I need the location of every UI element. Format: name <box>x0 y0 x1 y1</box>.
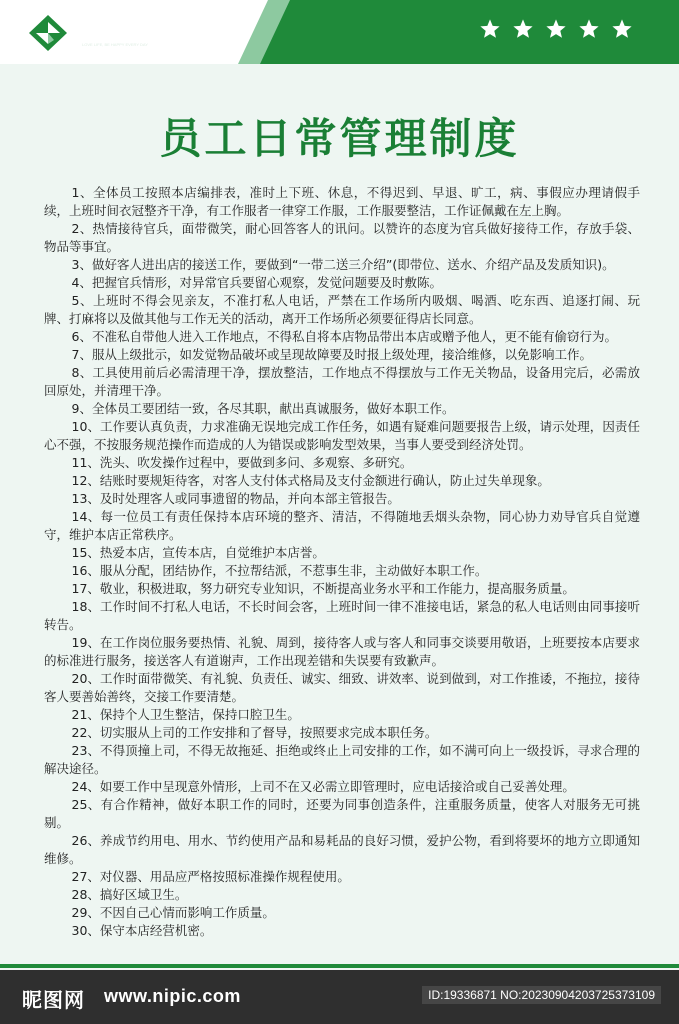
star-rating <box>479 18 633 40</box>
logo-icon <box>28 14 68 52</box>
rule-item: 23、不得顶撞上司，不得无故拖延、拒绝或终止上司安排的工作，如不满可向上一级投诉，寻求合理的解决途径。 <box>44 743 640 776</box>
star-icon <box>545 18 567 40</box>
rule-item: 28、搞好区域卫生。 <box>71 887 188 902</box>
site-logo: 昵图网 <box>22 988 85 1012</box>
rule-item: 25、有合作精神，做好本职工作的同时，还要为同事创造条件，注重服务质量，使客人对服务无可挑剔。 <box>44 797 640 830</box>
rule-item: 26、养成节约用电、用水、节约使用产品和易耗品的良好习惯，爱护公物，看到将要坏的地方立即通知维修。 <box>44 833 640 866</box>
rules-list <box>44 184 640 940</box>
header-band <box>0 0 679 64</box>
rule-item: 11、洗头、吹发操作过程中，要做到多问、多观察、多研究。 <box>71 455 413 470</box>
rule-item: 9、全体员工要团结一致，各尽其职，献出真诚服务，做好本职工作。 <box>71 401 455 416</box>
star-icon <box>512 18 534 40</box>
image-id-label: ID:19336871 NO:20230904203725373109 <box>422 986 661 1004</box>
rule-item: 13、及时处理客人或同事遗留的物品，并向本部主管报告。 <box>71 491 400 506</box>
rule-item: 18、工作时间不打私人电话，不长时间会客，上班时间一律不准接电话，紧急的私人电话则由同事接听转告。 <box>44 599 640 632</box>
rule-item: 2、热情接待官兵，面带微笑，耐心回答客人的讯问。以赞许的态度为官兵做好接待工作，存放手袋、物品等事宜。 <box>44 221 640 254</box>
logo-subtitle: SO-AND-SO COMPANY <box>82 34 153 40</box>
rule-item: 21、保持个人卫生整洁，保持口腔卫生。 <box>71 707 300 722</box>
rule-item: 17、敬业，积极进取，努力研究专业知识，不断提高业务水平和工作能力，提高服务质量。 <box>71 581 575 596</box>
rule-item: 24、如要工作中呈现意外情形，上司不在又必需立即管理时，应电话接洽或自己妥善处理。 <box>71 779 575 794</box>
rule-item: 6、不准私自带他人进入工作地点，不得私自将本店物品带出本店或赠予他人，更不能有偷窃行为。 <box>71 329 617 344</box>
star-icon <box>479 18 501 40</box>
rule-item: 16、服从分配，团结协作，不拉帮结派，不惹事生非，主动做好本职工作。 <box>71 563 488 578</box>
rule-item: 3、做好客人进出店的接送工作，要做到“一带二送三介绍”(即带位、送水、介绍产品及发质知识)。 <box>71 257 615 272</box>
rule-item: 15、热爱本店，宣传本店，自觉维护本店誉。 <box>71 545 325 560</box>
rule-item: 20、工作时面带微笑、有礼貌、负责任、诚实、细致、讲效率、说到做到，对工作推诿，不拖拉，接待客人要善始善终，交接工作要清楚。 <box>44 671 640 704</box>
star-icon <box>611 18 633 40</box>
footer-bar <box>0 970 679 1024</box>
rule-item: 5、上班时不得会见亲友，不准打私人电话，严禁在工作场所内吸烟、喝酒、吃东西、追逐打闹、玩牌、打麻将以及做其他与工作无关的活动，离开工作场所必须要征得店长同意。 <box>44 293 640 326</box>
rule-item: 10、工作要认真负责，力求准确无误地完成工作任务，如遇有疑难问题要报告上级，请示处理，因责任心不强，不按服务规范操作而造成的人为错误或影响发型效果，当事人要受到经济处罚。 <box>44 419 640 452</box>
logo-title: LOGO <box>82 14 141 34</box>
logo-tagline: LOVE LIFE, BE HAPPY EVERY DAY <box>82 42 148 47</box>
rule-item: 12、结账时要规矩待客，对客人支付体式格局及支付金额进行确认，防止过失单现象。 <box>71 473 550 488</box>
rule-item: 14、每一位员工有责任保持本店环境的整齐、清洁，不得随地丢烟头杂物，同心协力劝导官兵自觉遵守，维护本店正常秩序。 <box>44 509 640 542</box>
rule-item: 7、服从上级批示，如发觉物品破坏或呈现故障要及时报上级处理，接洽维修，以免影响工作。 <box>71 347 592 362</box>
rule-item: 8、工具使用前后必需清理干净，摆放整洁，工作地点不得摆放与工作无关物品，设备用完后，必需放回原处，并清理干净。 <box>44 365 640 398</box>
rule-item: 30、保守本店经营机密。 <box>71 923 213 938</box>
rule-item: 4、把握官兵情形，对异常官兵要留心观察，发觉问题要及时敷陈。 <box>71 275 442 290</box>
rule-item: 27、对仪器、用品应严格按照标准操作规程使用。 <box>71 869 350 884</box>
footer-divider <box>0 964 679 968</box>
rule-item: 22、切实服从上司的工作安排和了督导，按照要求完成本职任务。 <box>71 725 438 740</box>
rule-item: 29、不因自己心情而影响工作质量。 <box>71 905 275 920</box>
star-icon <box>578 18 600 40</box>
site-url: www.nipic.com <box>104 986 241 1006</box>
rule-item: 19、在工作岗位服务要热情、礼貌、周到，接待客人或与客人和同事交谈要用敬语，上班要按本店要求的标准进行服务，接送客人有道谢声，工作出现差错和失误要有致歉声。 <box>44 635 640 668</box>
page-title: 员工日常管理制度 <box>159 114 520 163</box>
rule-item: 1、全体员工按照本店编排表，准时上下班、休息，不得迟到、早退、旷工，病、事假应办理请假手续，上班时间衣冠整齐干净，有工作服者一律穿工作服，工作服要整洁，工作证佩戴在左上胸。 <box>44 185 640 218</box>
